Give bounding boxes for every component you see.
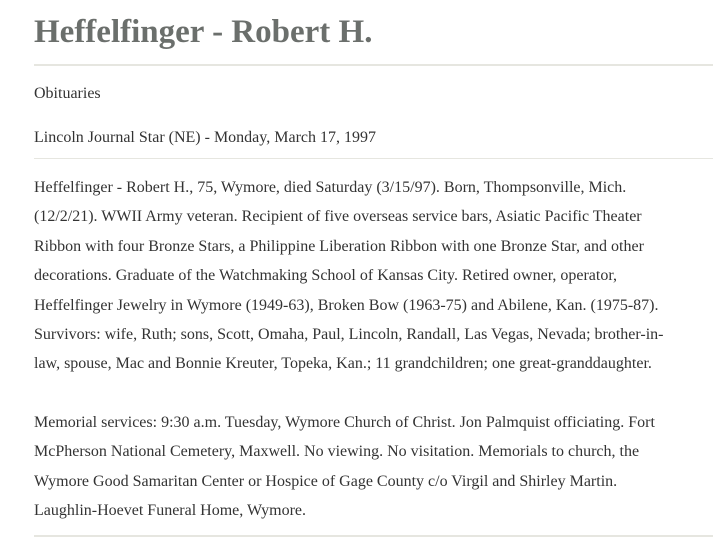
text-line: Survivors: wife, Ruth; sons, Scott, Omaha, Paul, Lincoln, Randall, Las Vegas, Nevada; brother-in- — [34, 326, 664, 344]
footer-divider — [34, 535, 713, 537]
text-line: Laughlin-Hoevet Funeral Home, Wymore. — [34, 502, 306, 520]
text-line: Wymore Good Samaritan Center or Hospice of Gage County c/o Virgil and Shirley Martin. — [34, 472, 618, 490]
text-line: Heffelfinger - Robert H., 75, Wymore, died Saturday (3/15/97). Born, Thompsonville, Mich. — [34, 179, 627, 196]
text-line: (12/2/21). WWII Army veteran. Recipient of five overseas service bars, Asiatic Pacific Theater — [34, 208, 642, 226]
paragraph-biography — [34, 173, 694, 379]
header-divider — [34, 158, 713, 159]
text-line: Heffelfinger Jewelry in Wymore (1949-63), Broken Bow (1963-75) and Abilene, Kan. (1975-87). — [34, 296, 659, 314]
source-line: Lincoln Journal Star (NE) - Monday, March 17, 1997 — [34, 129, 376, 146]
text-line: Ribbon with four Bronze Stars, a Philippine Liberation Ribbon with one Bronze Star, and other — [34, 237, 644, 255]
category-label: Obituaries — [34, 85, 101, 102]
text-line: law, spouse, Mac and Bonnie Kreuter, Topeka, Kan.; 11 grandchildren; one great-granddaughter. — [34, 355, 652, 373]
paragraph-services — [34, 408, 694, 526]
text-line: Memorial services: 9:30 a.m. Tuesday, Wymore Church of Christ. Jon Palmquist officiating. Fort — [34, 413, 655, 431]
title-divider — [34, 64, 713, 66]
page-title: Heffelfinger - Robert H. — [34, 14, 373, 50]
text-line: decorations. Graduate of the Watchmaking School of Kansas City. Retired owner, operator, — [34, 267, 618, 285]
text-line: McPherson National Cemetery, Maxwell. No viewing. No visitation. Memorials to church, the — [34, 443, 640, 461]
article-body — [34, 173, 694, 525]
